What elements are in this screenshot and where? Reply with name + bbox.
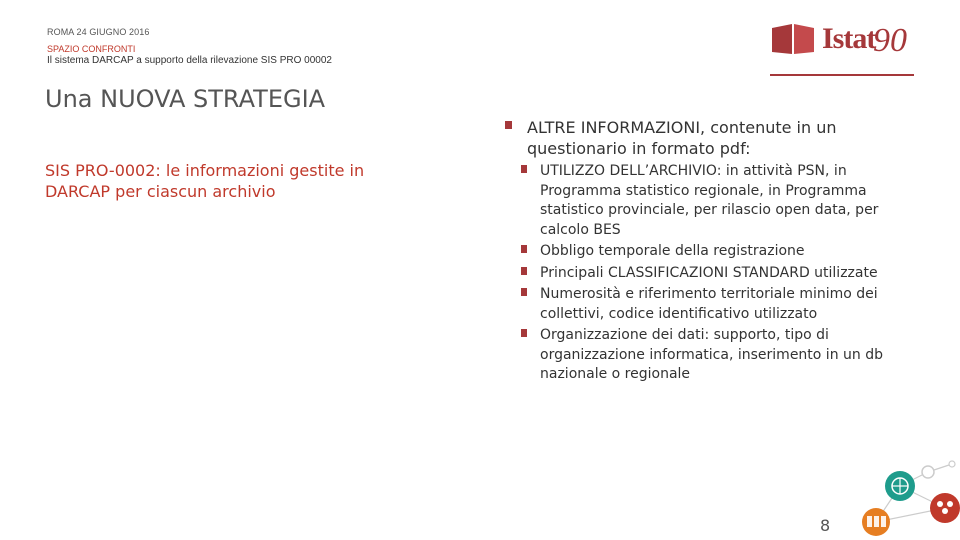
- bullet-icon: [521, 165, 527, 173]
- sub-bullet-item: [505, 326, 925, 385]
- slide-title: Una NUOVA STRATEGIA: [45, 85, 326, 113]
- header-subtitle: Il sistema DARCAP a supporto della rilevazione SIS PRO 00002: [47, 55, 332, 66]
- sub-bullet-item: [505, 242, 925, 262]
- istat-logo-mark: [770, 22, 820, 58]
- sub-bullet-text: Principali CLASSIFICAZIONI STANDARD utilizzate: [540, 264, 878, 281]
- bullet-icon: [521, 288, 527, 296]
- logo-text: Istat: [822, 22, 876, 55]
- main-bullet-item: [505, 117, 925, 159]
- sub-bullet-list: [505, 162, 925, 385]
- content-list: [505, 117, 925, 387]
- sub-bullet-item: [505, 162, 925, 240]
- sub-bullet-text: Obbligo temporale della registrazione: [540, 243, 805, 259]
- node-icon: [922, 466, 934, 478]
- bullet-icon: [521, 245, 527, 253]
- sub-bullet-item: [505, 264, 925, 284]
- sub-bullet-item: [505, 285, 925, 324]
- header-section: SPAZIO CONFRONTI: [47, 44, 136, 54]
- bullet-icon: [505, 121, 512, 129]
- header-date: ROMA 24 GIUGNO 2016: [47, 27, 150, 37]
- sub-bullet-text: Numerosità e riferimento territoriale minimo dei collettivi, codice identificativo utilizzato: [540, 286, 878, 322]
- sub-bullet-text: Organizzazione dei dati: supporto, tipo di organizzazione informatica, inserimento in un db nazionale o regionale: [540, 327, 883, 382]
- logo-90: 90: [873, 22, 907, 59]
- bullet-icon: [521, 267, 527, 275]
- decorative-network-icons: [850, 460, 960, 540]
- sub-bullet-text: UTILIZZO DELL’ARCHIVIO: in attività PSN, in Programma statistico regionale, in Programma statistico provinciale, per rilascio open data, per calcolo BES: [540, 163, 879, 238]
- slide-subtitle: SIS PRO-0002: le informazioni gestite in DARCAP per ciascun archivio: [45, 161, 365, 201]
- istat-logo: [770, 18, 918, 70]
- bullet-icon: [521, 329, 527, 337]
- page-number: 8: [820, 516, 831, 535]
- logo-underline: [770, 74, 914, 76]
- main-bullet-text: ALTRE INFORMAZIONI, contenute in un questionario in formato pdf:: [527, 118, 837, 158]
